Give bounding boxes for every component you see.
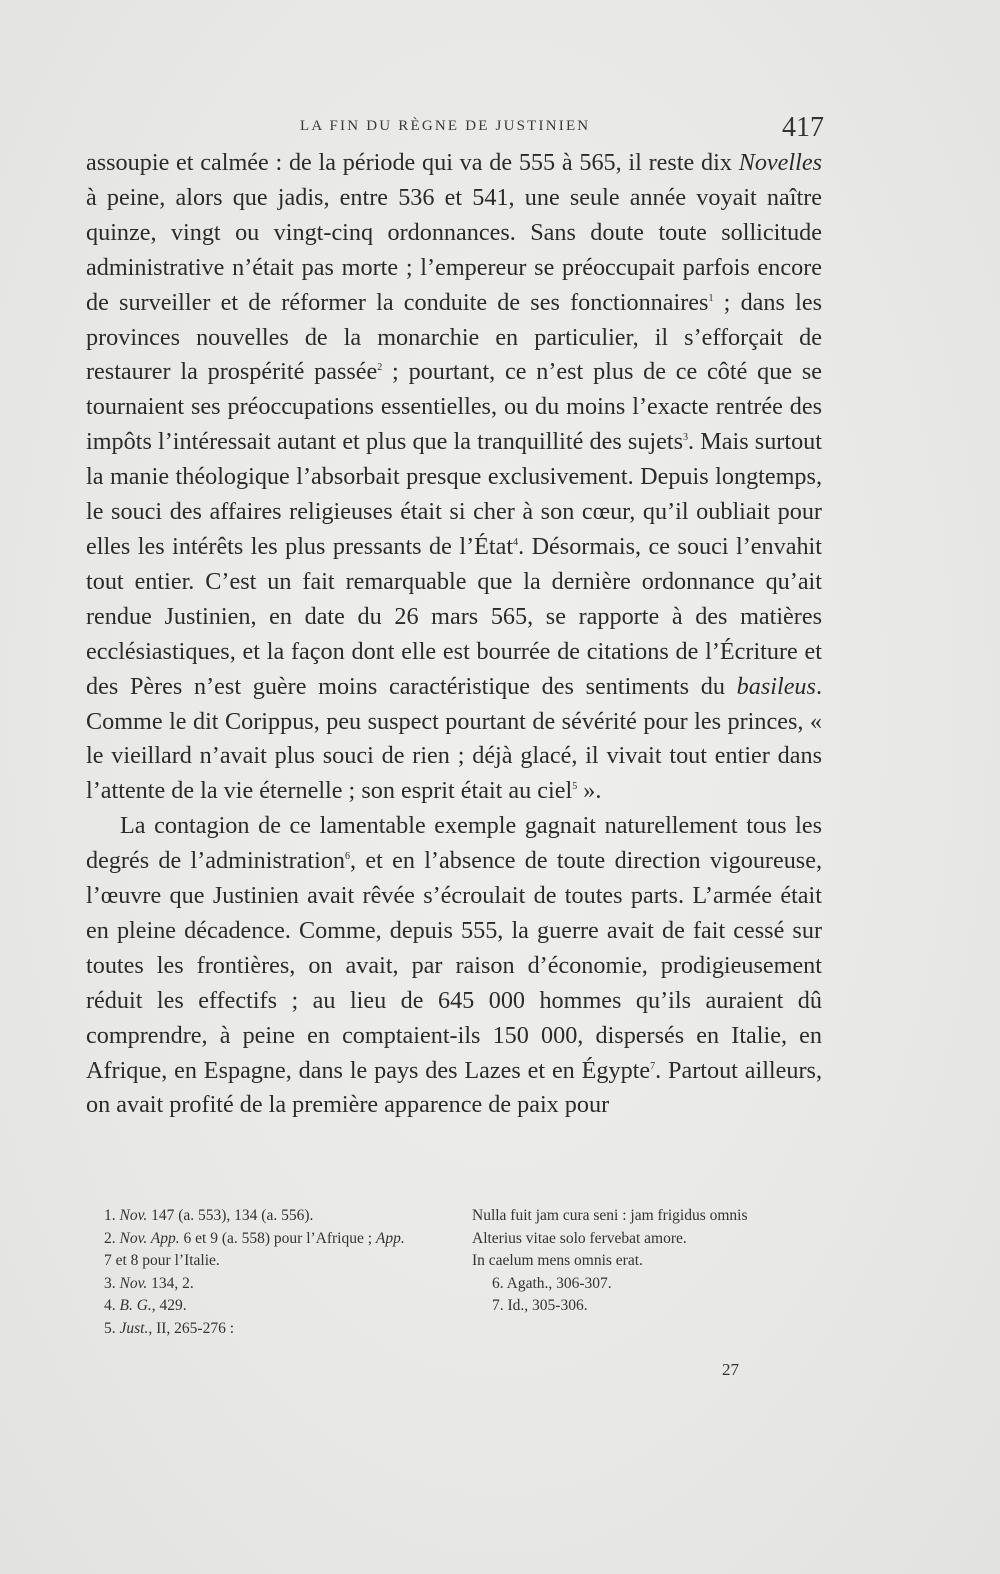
footnote-marker: 2 — [377, 362, 383, 374]
footnote-marker: 6 — [345, 851, 351, 863]
latin-quote-line: Nulla fuit jam cura seni : jam frigidus omnis — [472, 1207, 748, 1224]
latin-quote-line: In caelum mens omnis erat. — [472, 1252, 643, 1270]
footnote-number: 5. — [104, 1319, 120, 1337]
footnote-italic: Nov. — [119, 1207, 148, 1224]
footnote-1 — [104, 1205, 414, 1228]
footnote-italic: Nov. App. — [119, 1229, 180, 1247]
footnote-italic: B. G. — [119, 1297, 152, 1315]
text-run: ; pourtant, ce n’est plus de ce côté que se tournaient ses préoccupations essentielles, ou du moins l’exacte rentrée des impôts l’intéressait autant et plus que la tranquillité des sujets — [86, 358, 822, 456]
footnote-text: 6 et 9 (a. 558) pour l’Afrique ; — [179, 1229, 376, 1247]
footnotes-right-column — [472, 1205, 822, 1318]
main-text — [86, 146, 822, 1123]
footnote-marker: 7 — [650, 1060, 656, 1072]
text-run: . Comme le dit Corippus, peu suspect pourtant de sévérité pour les princes, « le vieillard n’avait plus souci de rien ; déjà glacé, il vivait tout entier dans l’attente de la vie éternelle ; son esprit était au ciel — [86, 672, 822, 805]
footnote-number: 1. — [104, 1207, 120, 1224]
page-number: 417 — [782, 112, 824, 143]
text-run: . Désormais, ce souci l’envahit tout entier. C’est un fait remarquable que la dernière ordonnance qu’ait rendue Justinien, en date du 26 mars 565, se rapporte à des matières ecclésiastiques, et la façon dont elle est bourrée de citations de l’Écriture et des Pères n’est guère moins caractéristique des sentiments du — [86, 532, 822, 700]
text-run: assoupie et calmée : de la période qui va de 555 à 565, il reste dix — [86, 149, 739, 176]
footnote-text: 7 et 8 pour l’Italie. — [104, 1252, 220, 1270]
footnote-text: 147 (a. 553), 134 (a. 556). — [147, 1207, 314, 1224]
signature-mark: 27 — [722, 1360, 739, 1379]
text-run: . Partout ailleurs, on avait profité de la première apparence de paix pour — [86, 1056, 822, 1119]
text-run: La contagion de ce lamentable exemple gagnait naturellement tous les degrés de l’administration — [86, 812, 822, 875]
italic-run: basileus — [736, 672, 816, 700]
footnote-italic: Nov. — [119, 1274, 148, 1292]
footnote-marker: 4 — [513, 536, 519, 548]
footnote-marker: 5 — [572, 781, 578, 793]
footnote-text: 134, 2. — [147, 1274, 194, 1292]
text-run: à peine, alors que jadis, entre 536 et 541, une seule année voyait naître quinze, vingt ou vingt-cinq ordonnances. Sans doute toute sollicitude administrative n’était pas morte ; l’empereur se préoccupait parfois encore de surveiller et de réformer la conduite de ses fonctionnaires — [86, 183, 822, 316]
paragraph-1 — [86, 146, 822, 809]
footnote-3 — [104, 1273, 414, 1296]
footnote-number: 4. — [104, 1297, 120, 1315]
footnote-text: , 429. — [151, 1297, 187, 1315]
text-run: . Mais surtout la manie théologique l’absorbait presque exclusivement. Depuis longtemps, le souci des affaires religieuses était si cher à son cœur, qu’il oubliait pour elles les intérêts les plus pressants de l’État — [86, 428, 822, 560]
latin-quote-line: Alterius vitae solo fervebat amore. — [472, 1229, 687, 1247]
footnote-italic: App. — [375, 1229, 405, 1247]
footnote-italic: Just. — [119, 1319, 149, 1337]
text-run: ». — [577, 777, 602, 805]
footnote-marker: 3 — [683, 432, 689, 444]
text-run: ; dans les provinces nouvelles de la monarchie en particulier, il s’efforçait de restaurer la prospérité passée — [86, 288, 822, 386]
footnote-text: , II, 265-276 : — [148, 1319, 235, 1337]
paragraph-2 — [86, 809, 822, 1123]
footnote-7: 7. Id., 305-306. — [492, 1297, 588, 1315]
footnote-6: 6. Agath., 306-307. — [492, 1274, 612, 1292]
footnote-number: 2. — [104, 1229, 120, 1247]
footnote-5 — [104, 1318, 414, 1341]
text-run: , et en l’absence de toute direction vigoureuse, l’œuvre que Justinien avait rêvée s’écroulait de toutes parts. L’armée était en pleine décadence. Comme, depuis 555, la guerre avait de fait cessé sur toutes les frontières, on avait, par raison d’économie, prodigieusement réduit les effectifs ; au lieu de 645 000 hommes qu’ils auraient dû comprendre, à peine en comptaient-ils 150 000, dispersés en Italie, en Afrique, en Espagne, dans le pays des Lazes et en Égypte — [86, 847, 822, 1084]
footnote-2 — [104, 1228, 414, 1273]
italic-run: Novelles — [738, 149, 822, 176]
footnote-number: 3. — [104, 1274, 120, 1292]
footnote-marker: 1 — [708, 292, 714, 304]
footnote-4 — [104, 1295, 414, 1318]
footnotes-left-column — [104, 1205, 414, 1341]
running-title: LA FIN DU RÈGNE DE JUSTINIEN — [300, 118, 591, 134]
